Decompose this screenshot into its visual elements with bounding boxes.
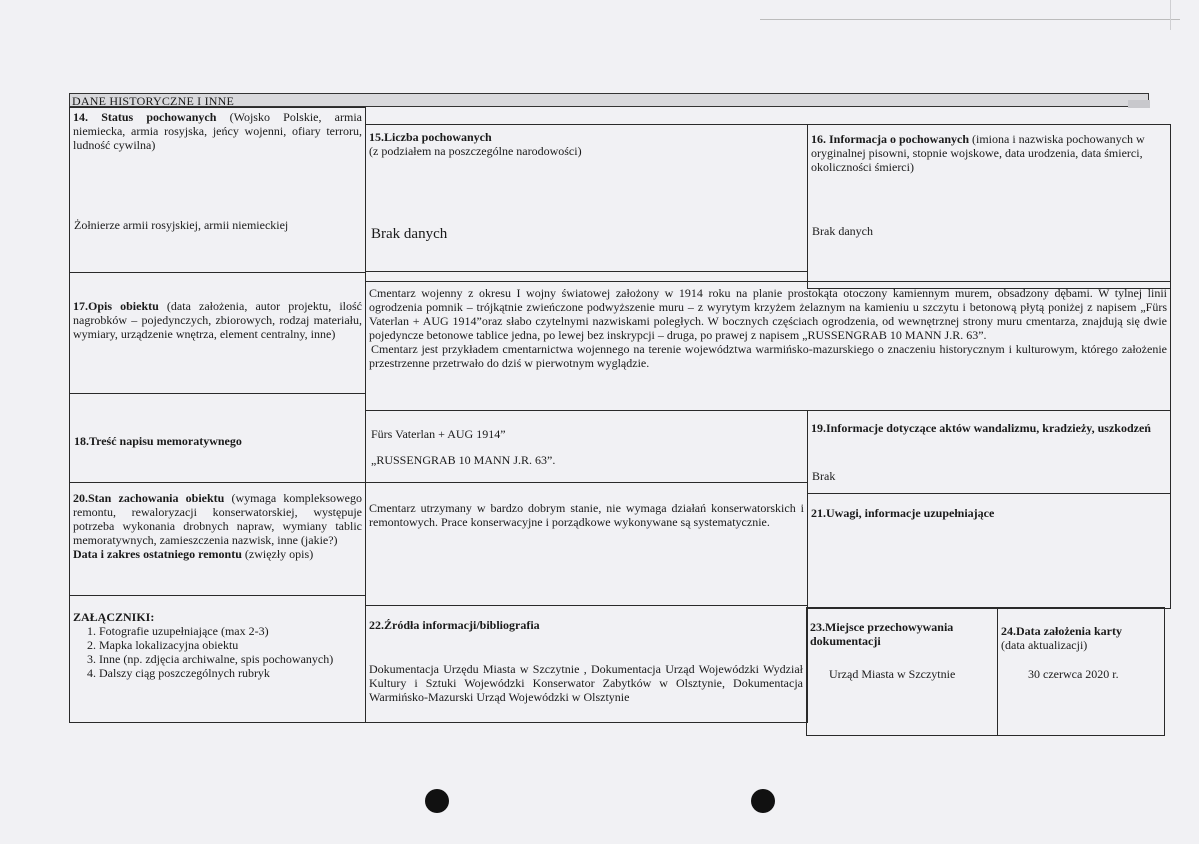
- page-edge-line: [1170, 0, 1171, 30]
- field-24-value: 30 czerwca 2020 r.: [1028, 667, 1119, 681]
- page-edge-line: [760, 19, 1180, 20]
- field-22-label: 22.Źródła informacji/bibliografia: [369, 618, 540, 632]
- attachments-cell: [69, 595, 366, 723]
- field-14-label: 14. Status pochowanych: [73, 110, 217, 124]
- attachments-label: ZAŁĄCZNIKI:: [73, 610, 155, 624]
- field-14-description: (Wojsko Polskie, armia niemiecka, armia rosyjska, jeńcy wojenni, ofiary terroru, ludność cywilna): [73, 110, 362, 152]
- field-18-value-cell: [365, 410, 808, 483]
- field-17-label: 17.Opis obiektu: [73, 299, 159, 313]
- attachment-item: 4. Dalszy ciąg poszczególnych rubryk: [99, 666, 362, 680]
- field-17-caption: [73, 299, 362, 341]
- field-16-description: (imiona i nazwiska pochowanych w oryginalnej pisowni, stopnie wojskowe, data urodzenia, data śmierci, okoliczności śmierci): [811, 132, 1145, 174]
- field-18-label: 18.Treść napisu memoratywnego: [74, 434, 242, 448]
- field-20-description: (wymaga kompleksowego remontu, rewaloryzacji konserwatorskiej, występuje potrzeba wykonania drobnych napraw, wymiany tablic memoratywnych, zamieszczenia nazwisk, inne (jakie?): [73, 491, 362, 547]
- field-24-label: 24.Data założenia karty: [1001, 624, 1122, 638]
- field-16-label: 16. Informacja o pochowanych: [811, 132, 969, 146]
- field-17-label-cell: [69, 272, 366, 394]
- field-22-sources: [365, 605, 808, 723]
- attachment-item: 3. Inne (np. zdjęcia archiwalne, spis pochowanych): [99, 652, 362, 666]
- field-16-caption: [811, 132, 1167, 174]
- field-20-caption-2: [73, 547, 362, 561]
- field-17-value-2: Cmentarz jest przykładem cmentarnictwa wojennego na terenie województwa warmińsko-mazurskiego o znaczeniu historycznym i kulturowym, którego założenie przestrzenne przetrwało do dziś w pierwotnym wyglądzie.: [369, 342, 1167, 370]
- punch-hole: [425, 789, 449, 813]
- field-23-storage: [806, 607, 998, 736]
- field-14-caption: [73, 110, 362, 152]
- field-17-value-cell: [365, 281, 1171, 411]
- field-24-date: [997, 607, 1165, 736]
- field-15-description: (z podziałem na poszczególne narodowości): [369, 144, 582, 158]
- field-20-value-cell: [365, 482, 808, 606]
- section-header-text: DANE HISTORYCZNE I INNE: [72, 94, 235, 108]
- field-20-value: Cmentarz utrzymany w bardzo dobrym stanie, nie wymaga działań konserwatorskich i remontowych. Prace konserwacyjne i porządkowe wykonywane są systematycznie.: [369, 501, 804, 529]
- field-23-value: Urząd Miasta w Szczytnie: [829, 667, 956, 681]
- field-15-value: Brak danych: [371, 226, 448, 242]
- field-16-info: [807, 124, 1171, 289]
- attachment-item: 1. Fotografie uzupełniające (max 2-3): [99, 624, 362, 638]
- field-21-notes: [807, 493, 1171, 609]
- punch-hole: [751, 789, 775, 813]
- field-14-value: Żołnierze armii rosyjskiej, armii niemieckiej: [74, 218, 289, 232]
- field-17-value-1: Cmentarz wojenny z okresu I wojny światowej założony w 1914 roku na planie prostokąta otoczony kamiennym murem, obsadzony dębami. W tylnej linii ogrodzenia pomnik – trójkątnie zwieńczone podwyższenie muru – z wyrytym krzyżem żelaznym na kamieniu u szczytu i betonową płytą poniżej z napisem „Fürs Vaterlan + AUG 1914”oraz słabo czytelnymi nazwiskami poległych. W bocznych częściach ogrodzenia, od wewnętrznej strony muru cmentarza, znajdują się dwie pojedyncze betonowe tablice jedna, po lewej bez inskrypcji – druga, po prawej z napisem „RUSSENGRAB 10 MANN J.R. 63”.: [369, 286, 1167, 342]
- field-20-label-cell: [69, 482, 366, 596]
- field-14-status: [69, 107, 366, 273]
- attachment-item: 2. Mapka lokalizacyjna obiektu: [99, 638, 362, 652]
- field-23-label: 23.Miejsce przechowywania dokumentacji: [810, 620, 954, 648]
- field-20-label-2: Data i zakres ostatniego remontu: [73, 547, 242, 561]
- field-17-description: (data założenia, autor projektu, ilość nagrobków – pojedynczych, zbiorowych, rodzaj materiału, wymiary, urządzenie wnętrza, element centralny, inne): [73, 299, 362, 341]
- section-header: [69, 93, 1149, 107]
- field-19-label: 19.Informacje dotyczące aktów wandalizmu, kradzieży, uszkodzeń: [811, 421, 1151, 435]
- field-19-value: Brak: [812, 469, 836, 483]
- field-18-value-2: „RUSSENGRAB 10 MANN J.R. 63”.: [371, 453, 556, 467]
- field-20-description-2: (zwięzły opis): [241, 547, 314, 561]
- field-22-value: Dokumentacja Urzędu Miasta w Szczytnie , Dokumentacja Urząd Wojewódzki Wydział Kultury i Sztuki Wojewódzki Konserwator Zabytków w Olsztynie, Dokumentacja Warmińsko-Mazurski Urząd Wojewódzki w Olsztynie: [369, 662, 803, 704]
- field-16-value: Brak danych: [812, 224, 873, 238]
- field-19-vandalism: [807, 410, 1171, 494]
- field-15-label: 15.Liczba pochowanych: [369, 130, 492, 144]
- field-18-value-1: Fürs Vaterlan + AUG 1914”: [371, 427, 506, 441]
- field-21-label: 21.Uwagi, informacje uzupełniające: [811, 506, 995, 520]
- field-24-description: (data aktualizacji): [1001, 638, 1088, 652]
- field-18-label-cell: [69, 393, 366, 483]
- attachments-list: [73, 624, 362, 680]
- header-shade: [1128, 100, 1150, 108]
- field-15-count: [365, 124, 808, 272]
- field-20-caption: [73, 491, 362, 547]
- field-20-label: 20.Stan zachowania obiektu: [73, 491, 225, 505]
